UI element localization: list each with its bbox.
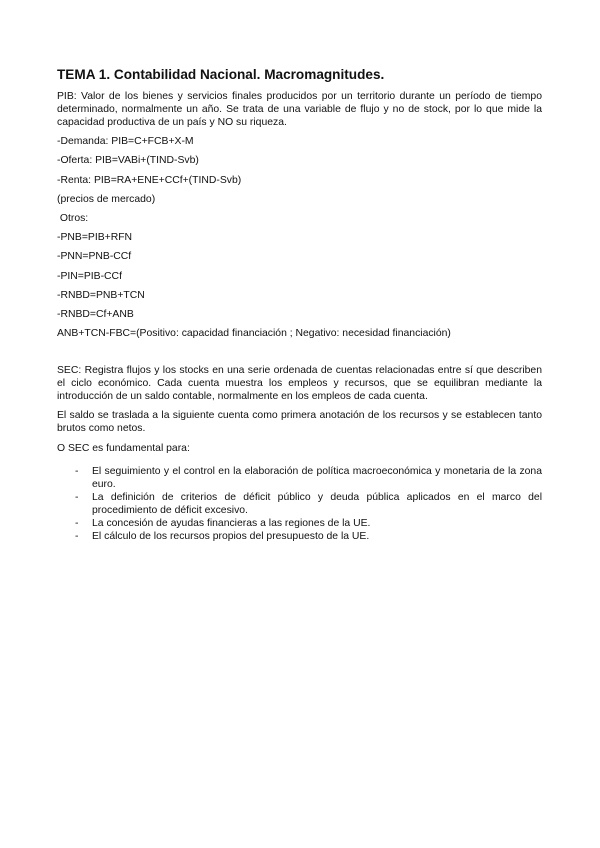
formula-demanda: -Demanda: PIB=C+FCB+X-M [57, 136, 194, 148]
precios-de-mercado-note: (precios de mercado) [57, 193, 156, 205]
formula-rnbd-2: -RNBD=Cf+ANB [57, 308, 134, 320]
list-item [57, 491, 542, 517]
formula-anb-financiacion: ANB+TCN-FBC=(Positivo: capacidad financiación ; Negativo: necesidad financiación) [57, 328, 451, 340]
pib-definition: PIB: Valor de los bienes y servicios finales producidos por un territorio durante un período de tiempo determinado, normalmente un año. Se trata de una variable de flujo y no de stock, por lo que mide la capacidad productiva de un país y NO su riqueza. [57, 91, 542, 128]
formula-pin: -PIN=PIB-CCf [57, 270, 122, 282]
document-title: TEMA 1. Contabilidad Nacional. Macromagnitudes. [57, 67, 385, 82]
formula-pnb: -PNB=PIB+RFN [57, 232, 133, 244]
bullet-dash: - [75, 492, 79, 504]
list-item-text: La concesión de ayudas financieras a las regiones de la UE. [92, 518, 371, 530]
bullet-dash: - [75, 518, 79, 530]
formula-renta: -Renta: PIB=RA+ENE+CCf+(TIND-Svb) [57, 174, 242, 186]
formula-oferta: -Oferta: PIB=VABi+(TIND-Svb) [57, 155, 199, 167]
list-item-text: La definición de criterios de déficit público y deuda pública aplicados en el marco del procedimiento de déficit excesivo. [92, 492, 542, 517]
formula-rnbd-1: -RNBD=PNB+TCN [57, 289, 145, 301]
list-item [57, 465, 542, 491]
list-item [57, 517, 542, 530]
otros-label: Otros: [57, 212, 89, 224]
sec-uses-list [57, 465, 542, 543]
list-item-text: El cálculo de los recursos propios del presupuesto de la UE. [92, 531, 370, 543]
bullet-dash: - [75, 531, 79, 543]
formula-pnn: -PNN=PNB-CCf [57, 251, 132, 263]
formula-list [57, 135, 542, 340]
document-page [57, 66, 542, 543]
list-item-text: El seguimiento y el control en la elaboración de política macroeconómica y monetaria de la zona euro. [92, 466, 542, 491]
sec-intro: O SEC es fundamental para: [57, 443, 190, 455]
list-item [57, 530, 542, 543]
bullet-dash: - [75, 466, 79, 478]
saldo-paragraph: El saldo se traslada a la siguiente cuenta como primera anotación de los recursos y se establecen tanto brutos como netos. [57, 410, 542, 435]
sec-definition: SEC: Registra flujos y los stocks en una serie ordenada de cuentas relacionadas entre sí que describen el ciclo económico. Cada cuenta muestra los empleos y recursos, que se equilibran mediante la introducción de un saldo contable, normalmente en los empleos de cada cuenta. [57, 365, 542, 403]
